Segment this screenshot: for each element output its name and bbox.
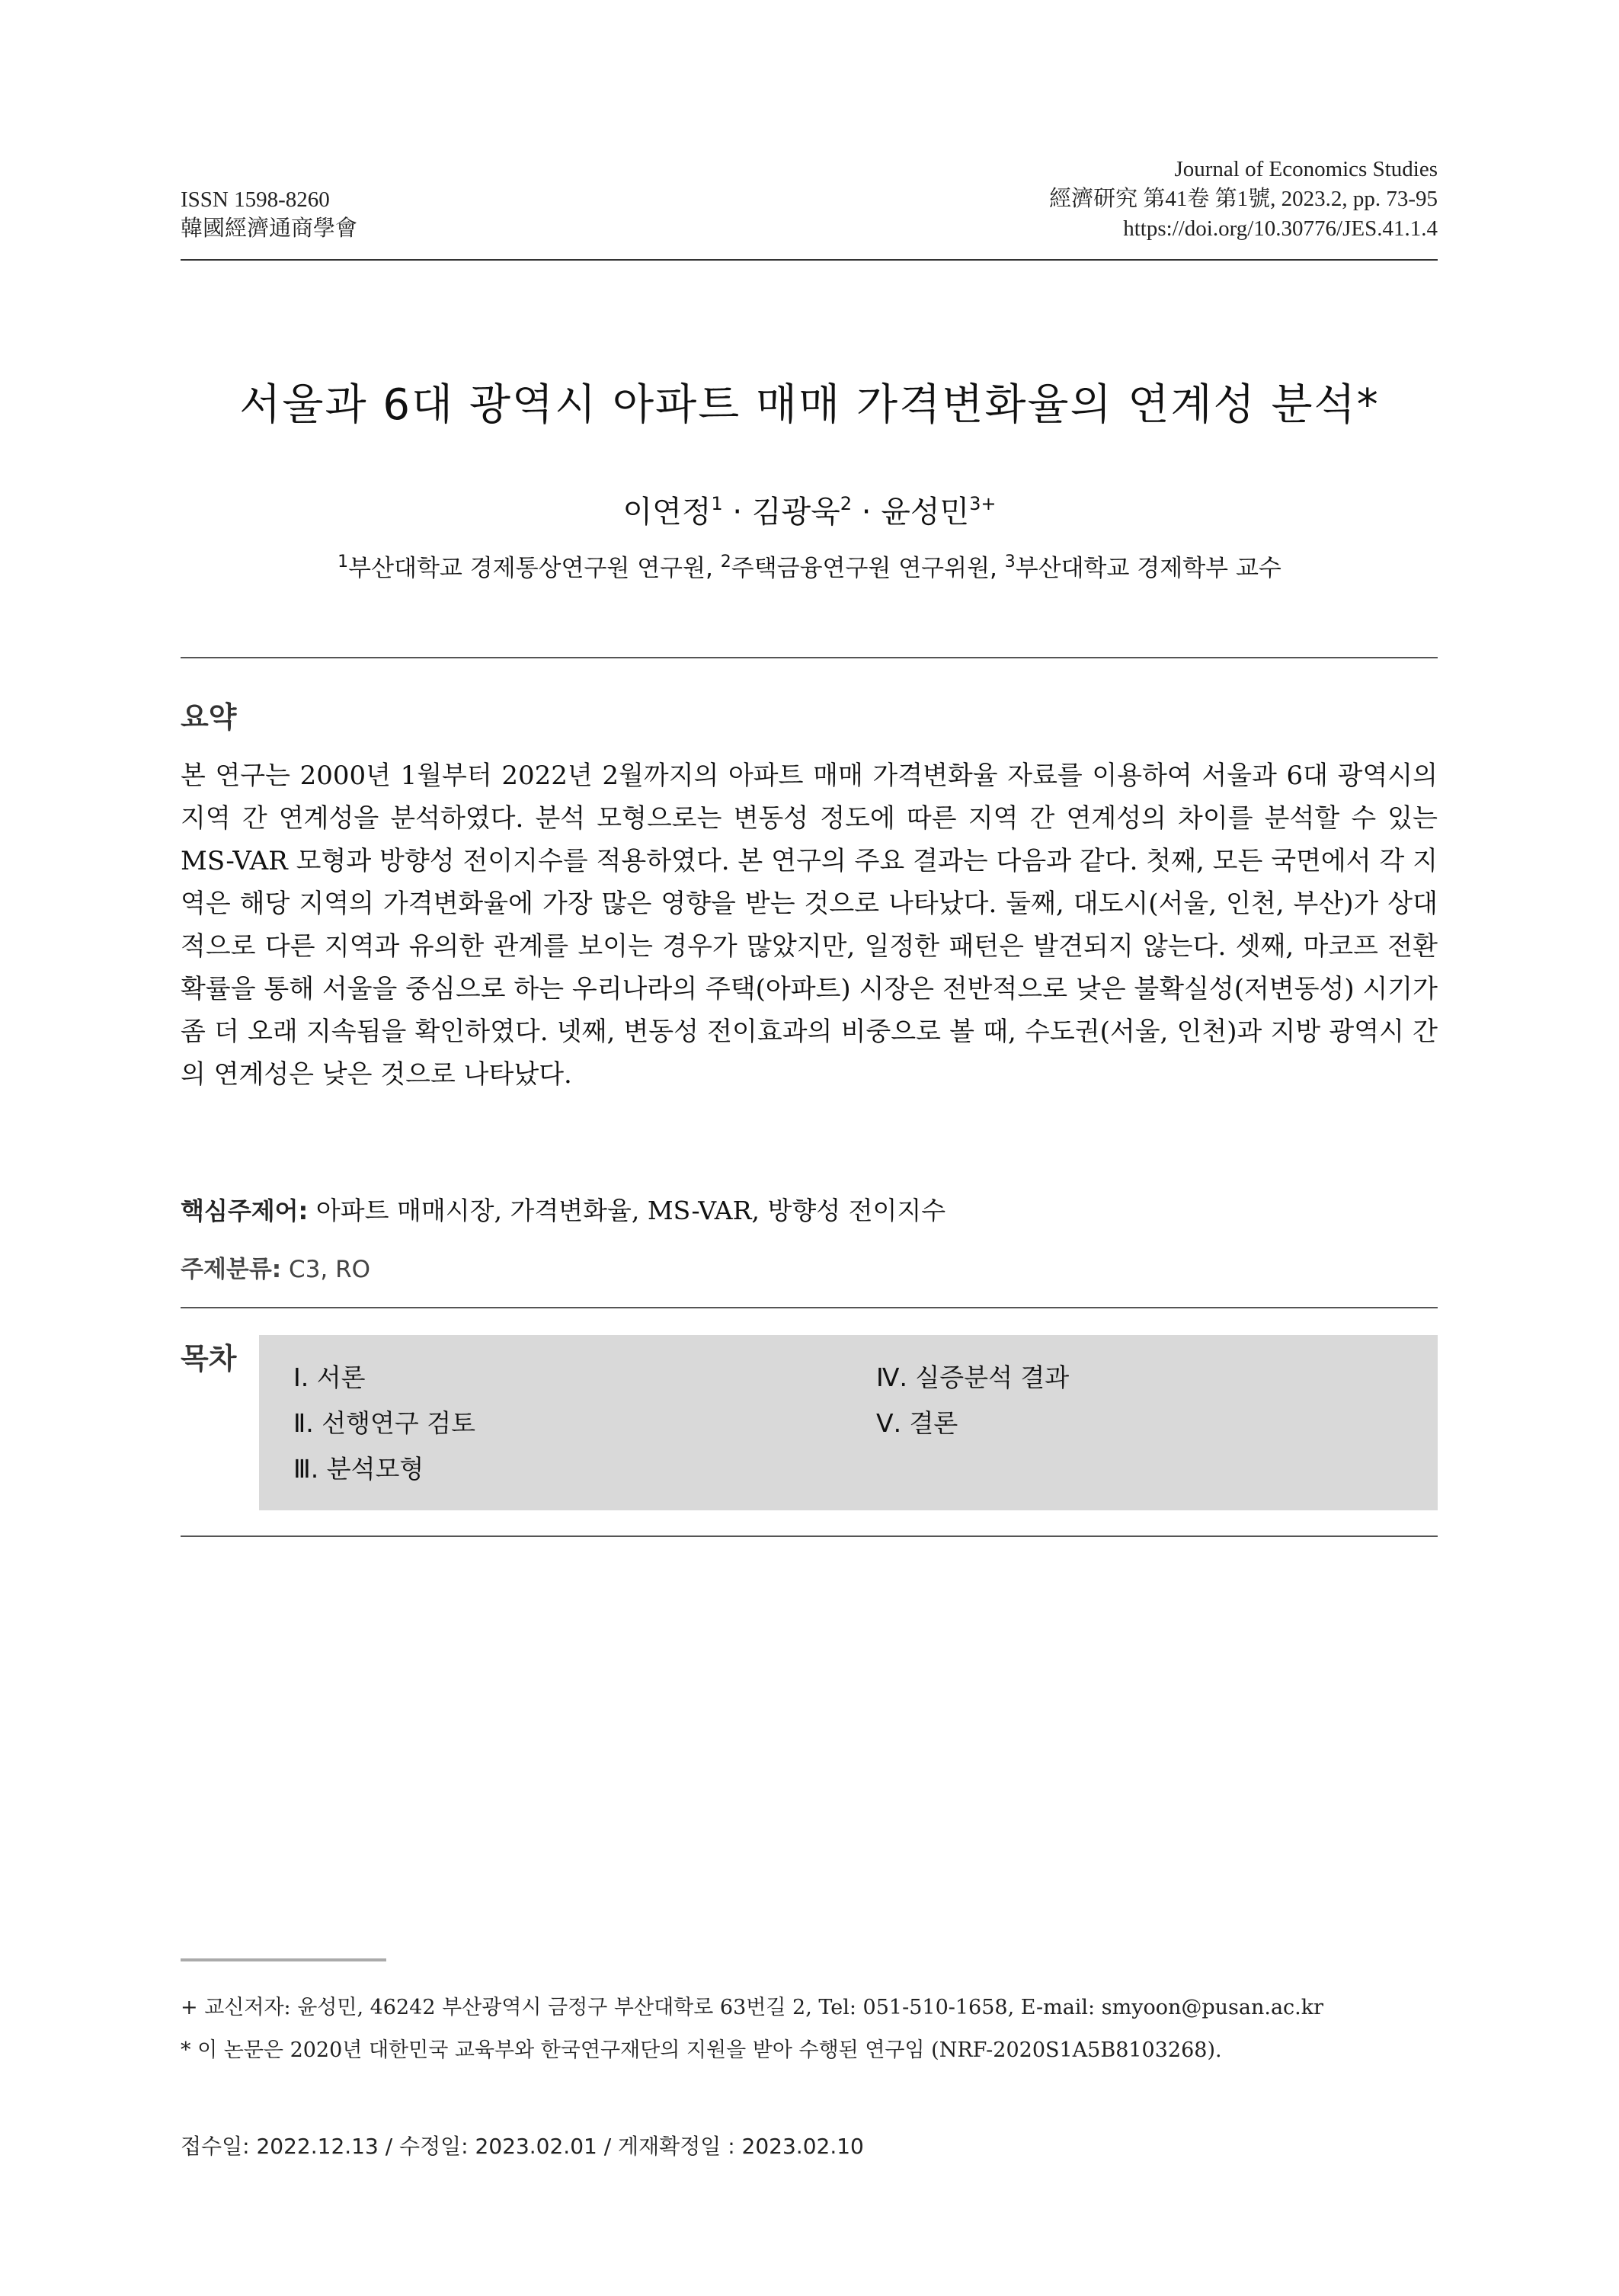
toc-item[interactable]: Ⅳ. 실증분석 결과 — [876, 1363, 1070, 1392]
paper-title: 서울과 6대 광역시 아파트 매매 가격변화율의 연계성 분석* — [239, 380, 1380, 430]
author-mark: 3+ — [969, 493, 997, 514]
affiliation: 부산대학교 경제통상연구원 연구원, — [348, 555, 721, 582]
affiliation-mark: 2 — [720, 552, 731, 572]
subject-value: C3, RO — [289, 1256, 371, 1283]
author-separator: · — [852, 495, 881, 530]
keywords-divider — [181, 1307, 1438, 1308]
toc-divider — [181, 1535, 1438, 1537]
author-name: 윤성민 — [881, 495, 970, 530]
toc-item[interactable]: Ⅲ. 분석모형 — [293, 1454, 424, 1484]
journal-name: Journal of Economics Studies — [1174, 157, 1438, 181]
header-left — [181, 185, 357, 243]
subject-classification — [181, 1250, 370, 1284]
toc-item[interactable]: Ⅰ. 서론 — [293, 1363, 366, 1392]
issn: ISSN 1598-8260 — [181, 187, 330, 212]
header-right — [1049, 155, 1438, 244]
footnote-divider — [181, 1958, 386, 1961]
header-divider — [181, 259, 1438, 261]
toc-label: 목차 — [181, 1342, 237, 1375]
submission-dates: 접수일: 2022.12.13 / 수정일: 2023.02.01 / 게재확정일 : 2023.02.10 — [181, 2134, 864, 2159]
keywords-value: 아파트 매매시장, 가격변화율, MS-VAR, 방향성 전이지수 — [315, 1196, 946, 1225]
author-name: 이연정 — [622, 495, 712, 530]
affiliation-mark: 3 — [1004, 552, 1016, 572]
keywords-label: 핵심주제어: — [181, 1196, 309, 1225]
author-mark: 1 — [711, 493, 723, 514]
volume-info: 經濟研究 第41卷 第1號, 2023.2, pp. 73-95 — [1049, 187, 1438, 211]
title-divider — [181, 657, 1438, 658]
author-list — [0, 488, 1619, 531]
affiliation-list — [0, 549, 1619, 583]
footnote-corresponding-author: + 교신저자: 윤성민, 46242 부산광역시 금정구 부산대학로 63번길 2, Tel: 051-510-1658, E-mail: smyoon@pusan.ac.kr — [181, 1996, 1324, 2019]
abstract-heading: 요약 — [181, 700, 237, 734]
author-mark: 2 — [840, 493, 853, 514]
toc-item[interactable]: Ⅴ. 결론 — [876, 1408, 958, 1438]
society-name: 韓國經濟通商學會 — [181, 216, 358, 241]
toc-box — [259, 1335, 1438, 1510]
subject-label: 주제분류: — [181, 1256, 282, 1283]
doi-link[interactable]: https://doi.org/10.30776/JES.41.1.4 — [1123, 216, 1438, 241]
author-separator: · — [722, 495, 752, 530]
toc-item[interactable]: Ⅱ. 선행연구 검토 — [293, 1408, 475, 1438]
affiliation-mark: 1 — [338, 552, 349, 572]
author-name: 김광욱 — [751, 495, 840, 530]
footnote-funding: * 이 논문은 2020년 대한민국 교육부와 한국연구재단의 지원을 받아 수행된 연구임 (NRF-2020S1A5B8103268). — [181, 2038, 1222, 2062]
abstract-body: 본 연구는 2000년 1월부터 2022년 2월까지의 아파트 매매 가격변화율 자료를 이용하여 서울과 6대 광역시의 지역 간 연계성을 분석하였다. 분석 모형으로는 변동성 정도에 따른 지역 간 연계성의 차이를 분석할 수 있는 MS-VAR 모형과 방향성 전이지수를 적용하였다. 본 연구의 주요 결과는 다음과 같다. 첫째, 모든 국면에서 각 지역은 해당 지역의 가격변화율에 가장 많은 영향을 받는 것으로 나타났다. 둘째, 대도시(서울, 인천, 부산)가 상대적으로 다른 지역과 유의한 관계를 보이는 경우가 많았지만, 일정한 패턴은 발견되지 않는다. 셋째, 마코프 전환확률을 통해 서울을 중심으로 하는 우리나라의 주택(아파트) 시장은 전반적으로 낮은 불확실성(저변동성) 시기가 좀 더 오래 지속됨을 확인하였다. 넷째, 변동성 전이효과의 비중으로 볼 때, 수도권(서울, 인천)과 지방 광역시 간의 연계성은 낮은 것으로 나타났다. — [181, 761, 1438, 1090]
affiliation: 주택금융연구원 연구위원, — [731, 555, 1005, 582]
keywords — [181, 1191, 945, 1227]
affiliation: 부산대학교 경제학부 교수 — [1015, 555, 1281, 582]
